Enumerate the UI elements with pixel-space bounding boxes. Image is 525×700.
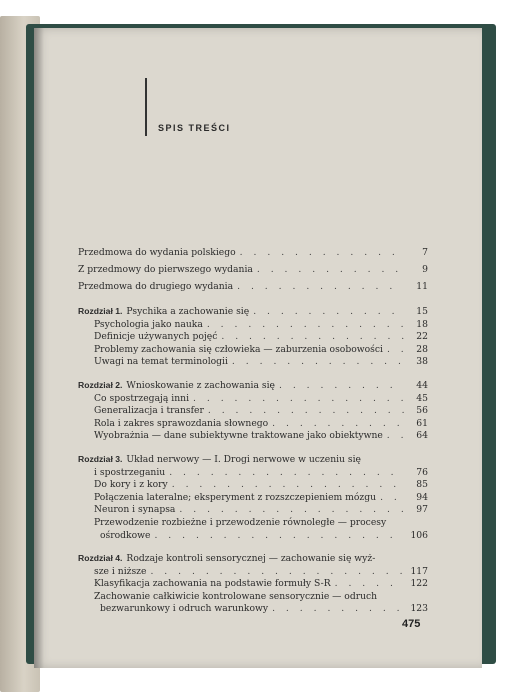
toc-entry [78,591,428,604]
toc-entry-page: 61 [416,417,428,429]
toc-entry-title: Uwagi na temat terminologii [94,356,228,368]
toc-entry-title: Przedmowa do wydania polskiego [78,247,236,258]
toc-entry-page: 9 [422,264,428,275]
toc-entry-title: Definicje używanych pojęć [94,331,218,343]
leader-dots [232,356,404,369]
leader-dots [193,393,404,406]
toc-entry-title: Zachowanie całkiwicie kontrolowane sensorycznie — odruch [94,590,378,602]
leader-dots [253,306,404,319]
leader-dots [387,430,404,443]
toc-entry [78,430,428,443]
leader-dots [257,261,404,278]
toc-entry [78,578,428,591]
toc-entry-title: Z przedmowy do pierwszego wydania [78,264,253,275]
toc-entry [78,453,428,467]
leader-dots [272,603,404,616]
toc-entry [78,418,428,431]
toc-entry-title: Wnioskowanie z zachowania się [126,379,275,391]
toc-entry [78,603,428,616]
leader-dots [172,479,404,492]
toc-entry-title: i spostrzeganiu [94,466,166,478]
toc-entry [78,393,428,406]
toc-entry [78,261,428,278]
leader-dots [221,331,404,344]
toc-entry-title: Układ nerwowy — I. Drogi nerwowe w uczeniu się [126,453,361,465]
leader-dots [335,578,404,591]
heading-marker-line [145,78,147,136]
toc-entry-title: Klasyfikacja zachowania na podstawie formuły S-R [94,578,331,590]
toc-entry-title: Generalizacja i transfer [94,405,204,417]
toc-entry-title: Przewodzenie rozbieżne i przewodzenie równoległe — procesy [94,516,387,528]
leader-dots [387,344,404,357]
chapter-label: Rozdział 2. [78,379,123,390]
toc-entry-page: 94 [416,491,428,503]
page-number: 475 [402,618,421,630]
toc-entry [78,344,428,357]
toc-entry-title: Przedmowa do drugiego wydania [78,281,234,292]
leader-dots [154,530,404,543]
toc-entry-page: 22 [416,331,428,343]
toc-entry-page: 45 [416,392,428,404]
page-title: SPIS TREŚCI [158,123,231,133]
toc-entry-title: Problemy zachowania się człowieka — zaburzenia osobowości [94,343,383,355]
toc-entry [78,331,428,344]
toc-entry [78,356,428,369]
toc-entry-title: sze i niższe [94,565,147,577]
toc-entry-page: 15 [416,306,428,317]
toc-entry-page: 122 [410,578,428,590]
leader-dots [272,418,404,431]
toc-entry [78,566,428,579]
chapter-label: Rozdział 3. [78,453,123,464]
toc-entry-title: Neuron i synapsa [94,504,176,516]
toc-entry-page: 7 [422,247,428,258]
chapter-label: Rozdział 1. [78,306,123,316]
toc-entry-page: 28 [416,343,428,355]
toc-entry-page: 56 [416,405,428,417]
toc-entry [78,405,428,418]
toc-entry-title: Psychika a zachowanie się [126,306,250,317]
toc-entry-page: 44 [416,379,428,391]
chapter-block [78,552,428,616]
toc-entry [78,492,428,505]
leader-dots [237,278,404,295]
toc-entry [78,552,428,566]
toc-entry [78,530,428,543]
chapter-block [78,305,428,369]
toc-entry-title: Do kory i z kory [94,479,168,491]
toc-entry [78,479,428,492]
toc-entry [78,504,428,517]
chapter-block [78,379,428,443]
toc-entry-page: 38 [416,356,428,368]
chapter-list [78,305,428,616]
toc-entry-page: 85 [416,479,428,491]
toc-entry-title: Co spostrzegają inni [94,392,190,404]
toc-entry [78,467,428,480]
toc-entry-page: 97 [416,504,428,516]
chapter-block [78,453,428,542]
leader-dots [150,566,404,579]
toc-entry-title: Rodzaje kontroli sensorycznej — zachowanie się wyż- [126,553,376,565]
table-of-contents [78,244,428,616]
toc-entry-page: 76 [416,466,428,478]
toc-entry [78,244,428,261]
toc-entry [78,278,428,295]
page-gutter [34,28,44,668]
toc-entry-title: Wyobrażnia — dane subiektywne traktowane jako obiektywne [94,430,383,442]
toc-entry-page: 106 [410,529,428,541]
toc-entry-page: 117 [410,565,428,577]
toc-entry [78,319,428,332]
toc-entry-page: 11 [416,281,428,292]
toc-entry-page: 18 [416,318,428,330]
toc-entry [78,517,428,530]
leader-dots [279,380,404,393]
toc-entry-page: 123 [410,603,428,615]
toc-entry-title: ośrodkowe [100,529,151,541]
front-matter-list [78,244,428,295]
toc-entry-title: Psychologia jako nauka [94,318,203,330]
leader-dots [380,492,404,505]
toc-entry [78,305,428,319]
toc-entry-title: Połączenia lateralne; eksperyment z rozszczepieniem mózgu [94,491,377,503]
leader-dots [208,405,404,418]
leader-dots [169,467,404,480]
leader-dots [179,504,404,517]
leader-dots [207,319,404,332]
chapter-label: Rozdział 4. [78,553,123,564]
toc-entry [78,379,428,393]
toc-entry-title: bezwarunkowy i odruch warunkowy [100,603,269,615]
toc-entry-title: Rola i zakres sprawozdania słownego [94,417,269,429]
toc-entry-page: 64 [416,430,428,442]
leader-dots [240,244,404,261]
